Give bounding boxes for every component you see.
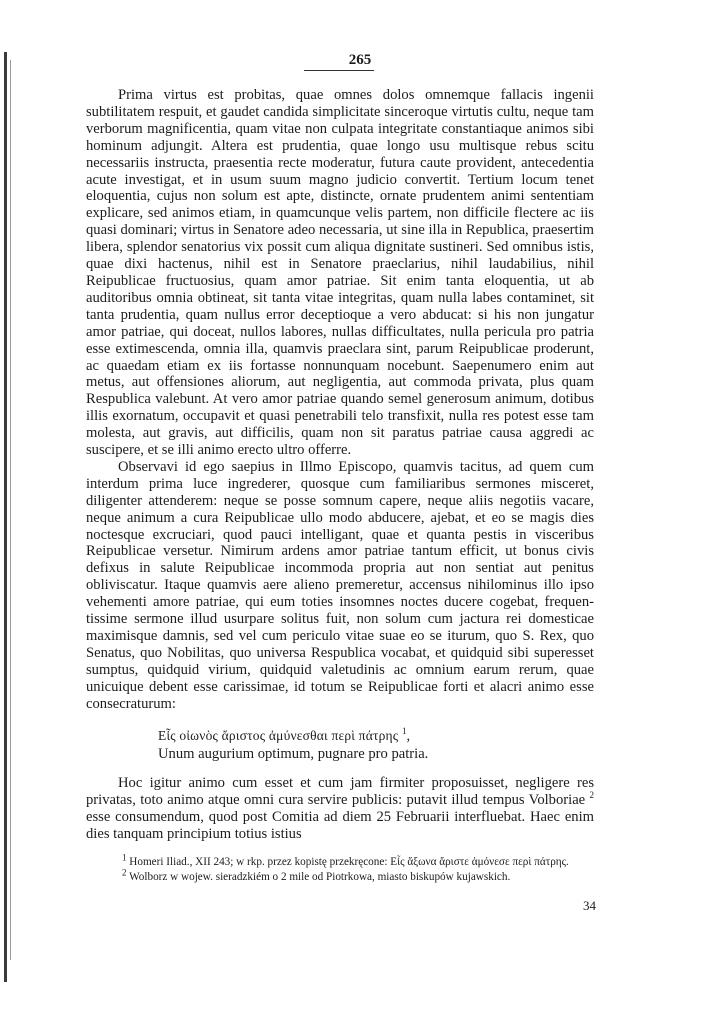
page-number-rule [304,70,374,71]
footnote-ref-2: 2 [589,790,594,801]
footnote-1-mark: 1 [122,852,127,863]
footnote-2 [86,867,598,885]
paragraph-3 [86,775,594,843]
footnote-2-text: Wolborz w wojew. sieradzkiém o 2 mile od Piotrkowa, miasto biskupów kujawskich. [129,871,511,883]
footnote-1-text: Homeri Iliad., XII 243; w rkp. przez kopistę przekręcone: Εἷς ἄξωνα ἄριστε ἀμόνεσε περὶ πάτρης. [129,856,569,868]
paragraph-3-start: Hoc igitur animo cum esset et cum jam firmiter proposuisset, negligere res privatas, toto animo atque omni cura servire publicis: putavit illud tempus Volboriae [86,775,594,808]
binding-edge-shadow [10,60,11,960]
footnote-ref-1: 1 [402,726,407,737]
footnotes [86,852,598,885]
footnote-2-mark: 2 [122,867,127,878]
latin-translation: Unum augurium optimum, pugnare pro patria. [158,746,429,762]
greek-verse: Εἷς οἰωνὸς ἄριστος ἀμύνεσθαι περὶ πάτρης $^1$, [158,726,411,744]
paragraph-2: Observavi id ego saepius in Illmo Episcopo, quamvis tacitus, ad quem cum interdum prima luce ingrederer, quosque cum familiaribus sermones misceret, diligenter attenderem: neque se posse somnum capere, neque aliis negotiis vacare, neque animum a cura Reipublicae ullo modo abducere, ajebat, et eo se magis dies noctesque excruciari, quod pauci intelligant, quae et quanta pestis in visceribus Reipublicae versetur. Nimirum ardens amor patriae tantum efficit, ut bonus civis defixus in salute Reipublicae incommoda propria aut non sentiat aut penitus obliviscatur. Itaque quamvis aere alieno premeretur, accensus nihilominus illo ipso vehementi amore patriae, qui eum toties insomnes noctes ducere cogebat, frequentissime sermone illud usurpare solitus fuit, non solum cum jactura rei domesticae maximisque damnis, sed vel cum periculo vitae suae eo se iturum, quo S. Rex, quo Senatus, quo Nobilitas, quo universa Respublica vocabat, et quidquid sibi superesset sumptus, quidquid virium, quidquid valetudinis ac omnium earum rerum, quae unicuique debent esse carissimae, id totum se Reipublicae forti et alacri animo esse consecraturum: [86,458,594,712]
verse-quotation [158,727,598,763]
main-text-continued [86,775,594,843]
main-text [86,87,594,713]
footnote-1 [86,852,598,870]
binding-edge [4,52,7,982]
paragraph-3-end: esse consumendum, quod post Comitia ad diem 25 Februarii interfluebat. Haec enim dies tanquam principium totius istius [86,808,594,842]
greek-verse-text: Εἷς οἰωνὸς ἄριστος ἀμύνεσθαι περὶ πάτρης [158,728,399,743]
page-number: 265 [348,52,372,68]
printer-signature: 34 [583,898,596,913]
paragraph-1: Prima virtus est probitas, quae omnes dolos omnemque fallacis ingenii subtilitatem respuit, et gaudet candida simplicitate sinceroque virtutis cultu, neque tam verborum magnificentia, quam vitae non culpata integritate constantiaque animos sibi hominum adjungit. Altera est prudentia, quae longo usu multisque rebus scitu necessariis instructa, praesentia recte moderatur, futura caute provident, antecedentia acute investigat, et in usum suum magno judicio convertit. Tertium locum tenet eloquentia, cujus non solum est apte, distincte, ornate prudentem animi sententiam explicare, sed animos etiam, in quamcunque velis partem, non difficile flectere ac iis quasi dominari; virtus in Senatore adeo necessaria, ut sine illa in Republica, praesertim libera, splendor senatorius vix possit cum aliqua dignitate sustineri. Sed omnibus istis, quae dixi hactenus, nihil est in Senatore praeclarius, nihil laudabilius, nihil Reipublicae fructuosius, quam amor patriae. Sit enim tanta eloquentia, ut ab auditoribus omnia obtineat, sit tanta vitae integritas, quam nulla labes contaminet, sit tanta prudentia, quam nullus error deceptioque a vero abducat: si his non jungatur amor patriae, qui doceat, nullos labores, nullas difficultates, nulla pericula pro patria esse extimescenda, omnia illa, quamvis praeclara sint, parum Reipublicae proderunt, ac quaedam etiam ex iis fortasse nonnunquam nocebunt. Saepenumero enim aut metus, aut offensiones aliorum, aut negligentia, aut commoda privata, plus quam Respublica valebunt. At vero amor patriae quando semel generosum animum, dotibus illis exornatum, occupavit et quasi penetrabili telo transfixit, nulla res potest esse tam molesta, aut gravis, aut difficilis, quam non sit paratus patriae causa aggredi ac suscipere, et se illi animo erecto ultro offerre. [86,87,594,459]
